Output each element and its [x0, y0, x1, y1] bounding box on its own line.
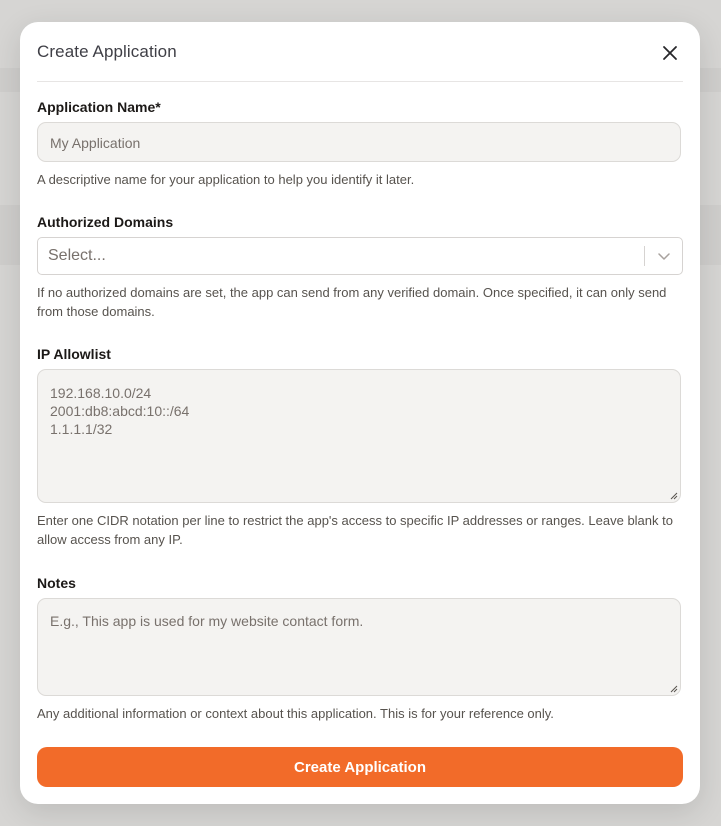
create-application-button[interactable]: Create Application — [37, 747, 683, 787]
dialog-title: Create Application — [37, 42, 177, 61]
resize-handle-icon[interactable] — [670, 492, 678, 500]
app-name-helper: A descriptive name for your application to help you identify it later. — [37, 172, 415, 187]
notes-placeholder: E.g., This app is used for my website contact form. — [50, 613, 364, 629]
app-name-label: Application Name* — [37, 99, 161, 115]
notes-textarea[interactable] — [37, 598, 681, 696]
ip-allowlist-label: IP Allowlist — [37, 346, 111, 362]
chevron-down-icon[interactable] — [656, 248, 672, 264]
domains-helper: If no authorized domains are set, the app can send from any verified domain. Once specified, it can only send from those domains. — [37, 285, 667, 319]
domains-select[interactable] — [37, 237, 683, 275]
ip-line: 1.1.1.1/32 — [50, 421, 113, 437]
select-divider — [644, 246, 645, 266]
create-application-dialog — [20, 22, 700, 804]
ip-line: 2001:db8:abcd:10::/64 — [50, 403, 190, 419]
app-name-placeholder: My Application — [50, 135, 141, 151]
close-icon — [659, 42, 681, 64]
domains-placeholder: Select... — [48, 247, 106, 264]
notes-label: Notes — [37, 575, 76, 591]
resize-handle-icon[interactable] — [670, 685, 678, 693]
close-button[interactable] — [659, 42, 681, 64]
ip-allowlist-helper: Enter one CIDR notation per line to restrict the app's access to specific IP addresses or ranges. Leave blank to allow access from any IP. — [37, 513, 673, 547]
notes-helper: Any additional information or context about this application. This is for your reference only. — [37, 706, 554, 721]
ip-line: 192.168.10.0/24 — [50, 385, 152, 401]
dialog-header — [37, 22, 683, 82]
domains-label: Authorized Domains — [37, 214, 174, 230]
ip-allowlist-value — [50, 384, 189, 438]
ip-allowlist-textarea[interactable] — [37, 369, 681, 503]
app-name-input[interactable] — [37, 122, 681, 162]
